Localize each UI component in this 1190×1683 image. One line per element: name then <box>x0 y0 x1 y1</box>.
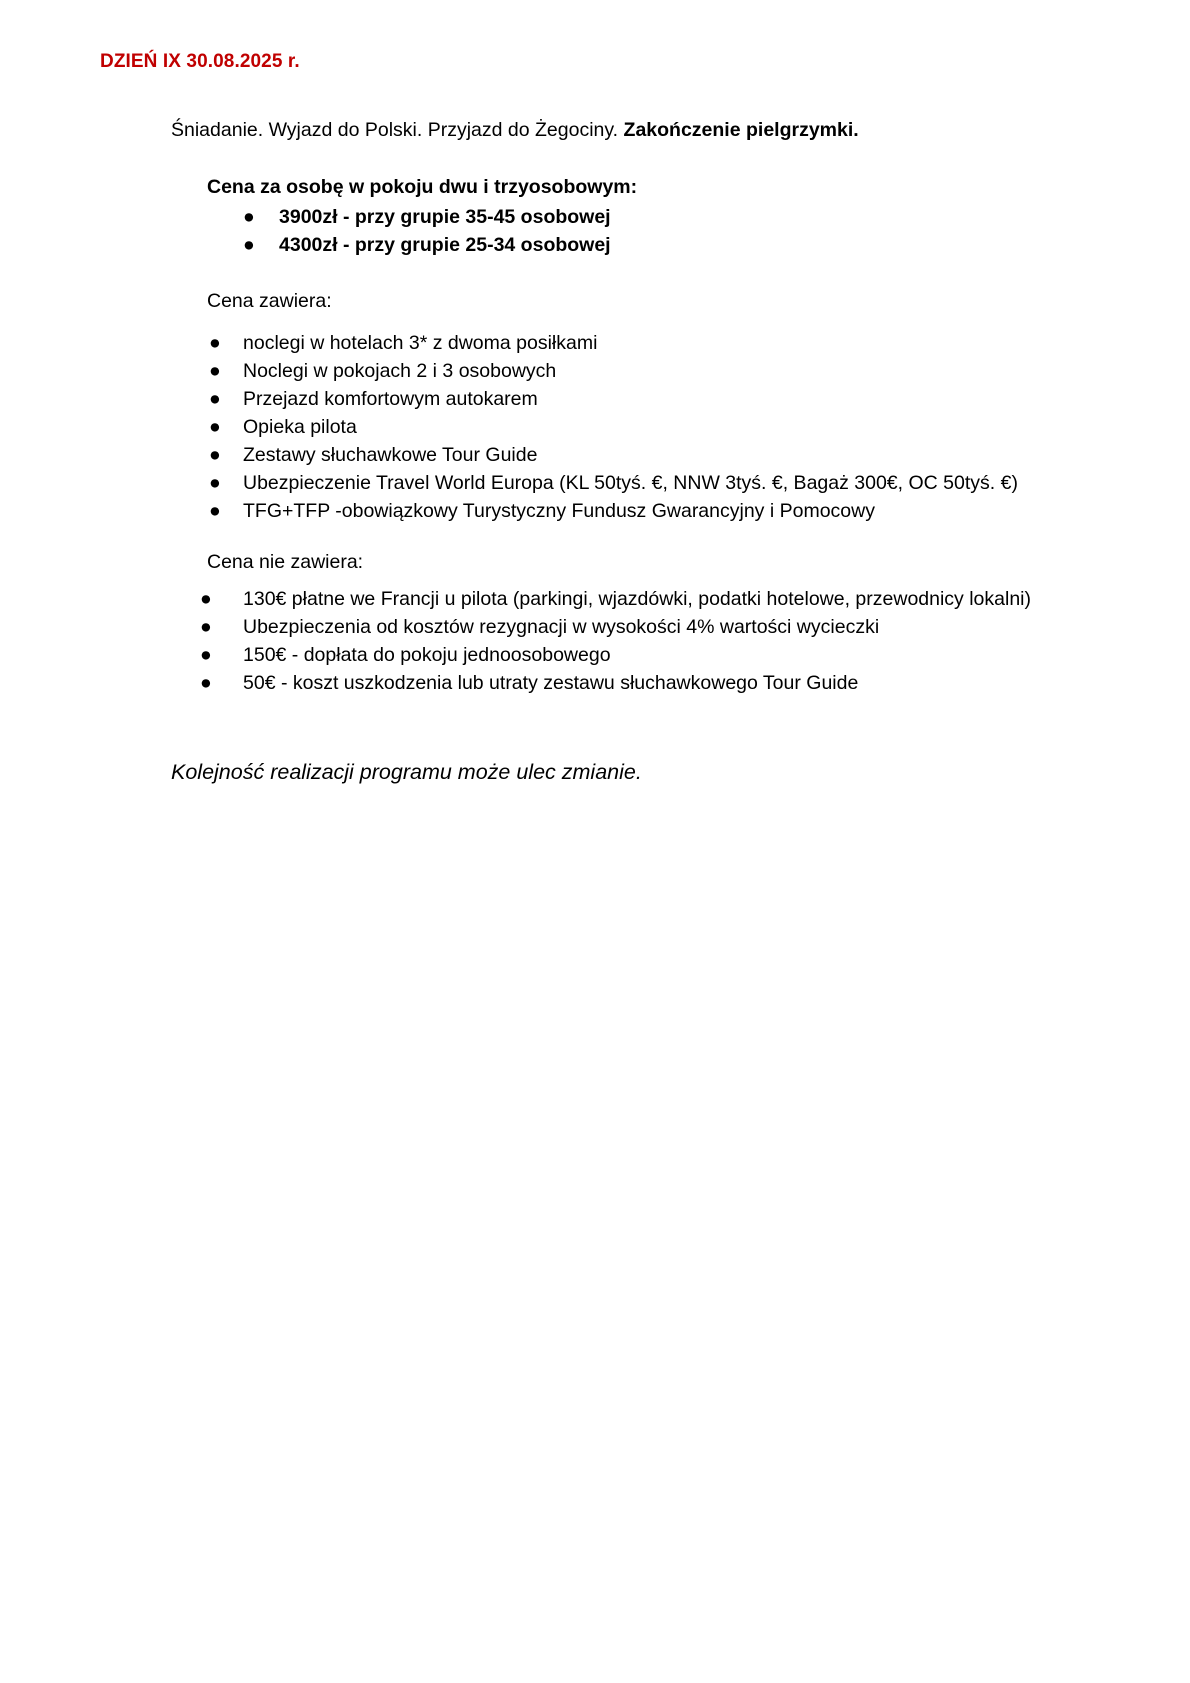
price-item <box>207 231 637 259</box>
includes-list <box>207 329 1018 525</box>
price-item-text: 3900zł - przy grupie 35-45 osobowej <box>279 206 611 228</box>
bullet-icon: ● <box>209 444 221 466</box>
price-section <box>207 173 637 259</box>
list-item <box>198 613 1031 641</box>
bullet-icon: ● <box>200 588 212 610</box>
list-item-text: 130€ płatne we Francji u pilota (parkingi, wjazdówki, podatki hotelowe, przewodnicy lokalni) <box>243 588 1031 610</box>
list-item <box>207 441 1018 469</box>
list-item <box>207 329 1018 357</box>
bullet-icon: ● <box>209 472 221 494</box>
list-item-text: Zestawy słuchawkowe Tour Guide <box>243 444 538 466</box>
list-item-text: TFG+TFP -obowiązkowy Turystyczny Fundusz Gwarancyjny i Pomocowy <box>243 500 875 522</box>
list-item <box>207 469 1018 497</box>
bullet-icon: ● <box>200 616 212 638</box>
bullet-icon: ● <box>209 500 221 522</box>
day-heading: DZIEŃ IX 30.08.2025 r. <box>100 51 300 72</box>
excludes-label: Cena nie zawiera: <box>207 551 364 573</box>
day-description <box>171 119 859 142</box>
bullet-icon: ● <box>243 206 255 228</box>
bullet-icon: ● <box>209 388 221 410</box>
list-item <box>207 413 1018 441</box>
list-item-text: 150€ - dopłata do pokoju jednoosobowego <box>243 644 611 666</box>
bullet-icon: ● <box>243 234 255 256</box>
price-item <box>207 203 637 231</box>
list-item-text: Ubezpieczenia od kosztów rezygnacji w wysokości 4% wartości wycieczki <box>243 616 880 638</box>
list-item <box>198 641 1031 669</box>
includes-label: Cena zawiera: <box>207 290 332 312</box>
list-item-text: Przejazd komfortowym autokarem <box>243 388 538 410</box>
day-description-bold: Zakończenie pielgrzymki. <box>623 119 859 141</box>
bullet-icon: ● <box>200 644 212 666</box>
list-item-text: Noclegi w pokojach 2 i 3 osobowych <box>243 360 557 382</box>
price-item-text: 4300zł - przy grupie 25-34 osobowej <box>279 234 611 256</box>
list-item-text: noclegi w hotelach 3* z dwoma posiłkami <box>243 332 598 354</box>
day-description-text: Śniadanie. Wyjazd do Polski. Przyjazd do Żegociny. <box>171 119 624 141</box>
list-item-text: 50€ - koszt uszkodzenia lub utraty zestawu słuchawkowego Tour Guide <box>243 672 859 694</box>
bullet-icon: ● <box>209 332 221 354</box>
bullet-icon: ● <box>209 360 221 382</box>
excludes-list <box>198 585 1031 697</box>
bullet-icon: ● <box>200 672 212 694</box>
bullet-icon: ● <box>209 416 221 438</box>
price-title: Cena za osobę w pokoju dwu i trzyosobowym: <box>207 176 638 198</box>
list-item <box>207 497 1018 525</box>
list-item <box>207 357 1018 385</box>
list-item <box>198 669 1031 697</box>
closing-note: Kolejność realizacji programu może ulec zmianie. <box>171 760 642 784</box>
list-item-text: Opieka pilota <box>243 416 357 438</box>
list-item <box>198 585 1031 613</box>
list-item <box>207 385 1018 413</box>
list-item-text: Ubezpieczenie Travel World Europa (KL 50tyś. €, NNW 3tyś. €, Bagaż 300€, OC 50tyś. €) <box>243 472 1018 494</box>
price-list <box>207 203 637 259</box>
